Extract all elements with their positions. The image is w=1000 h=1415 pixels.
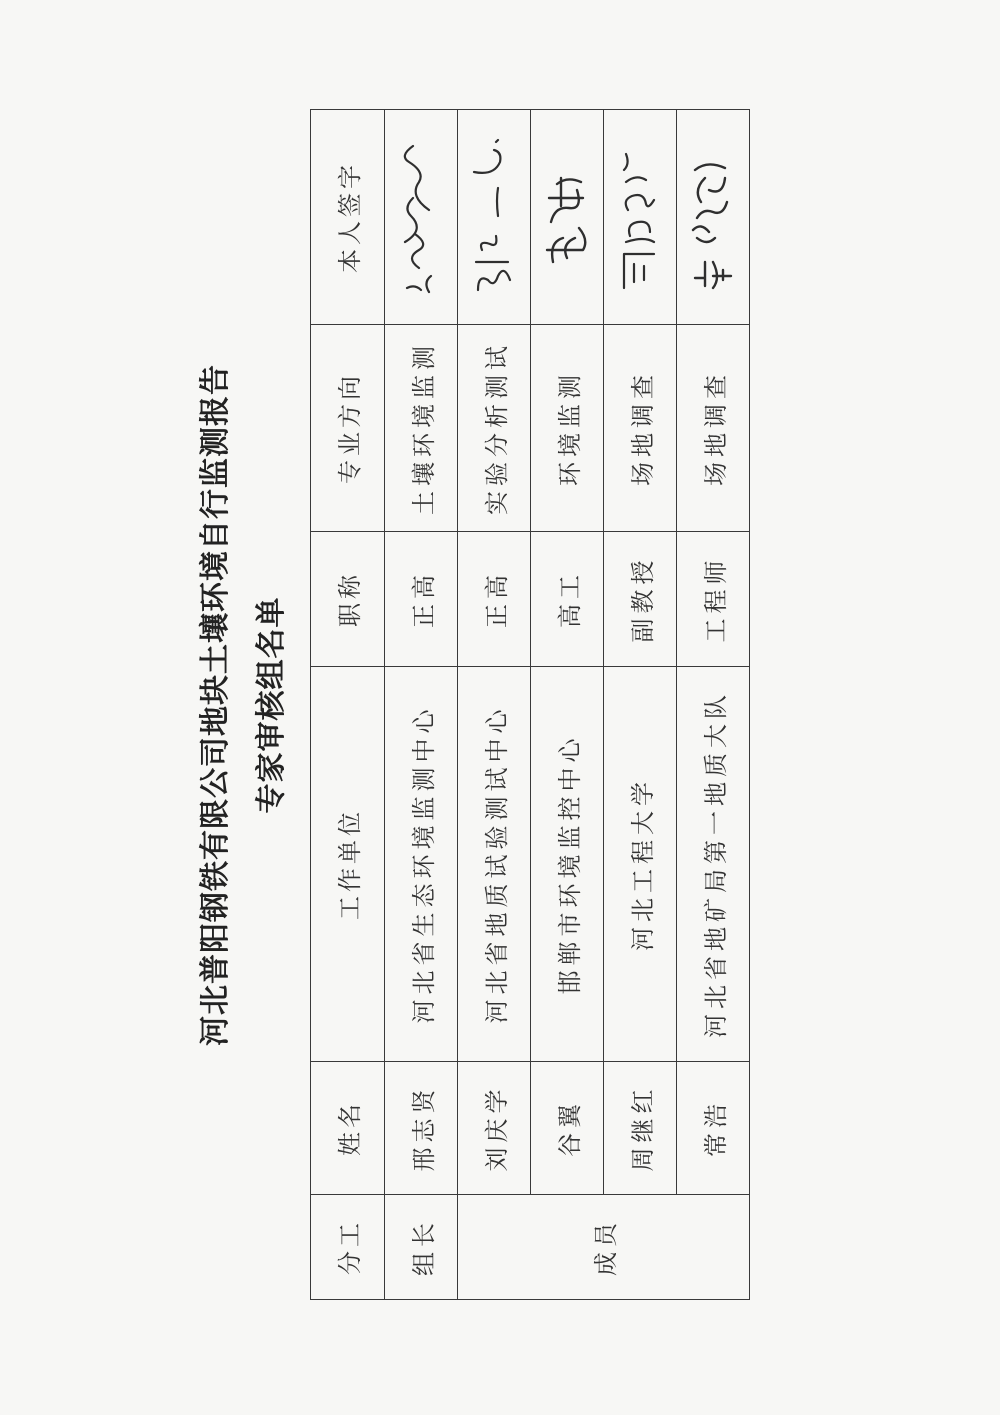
row-specialty: 土壤环境监测 — [385, 325, 458, 532]
signature-cell — [677, 110, 750, 325]
header-signature: 本人签字 — [311, 110, 385, 325]
row-name: 刘庆学 — [458, 1062, 531, 1195]
row-name: 谷翼 — [531, 1062, 604, 1195]
row-unit: 河北省生态环境监测中心 — [385, 667, 458, 1062]
signature-cell — [458, 110, 531, 325]
row-specialty: 环境监测 — [531, 325, 604, 532]
row-title: 正高 — [458, 532, 531, 667]
header-role: 分工 — [311, 1195, 385, 1300]
handwritten-signature-icon — [537, 132, 597, 302]
handwritten-signature-icon — [683, 132, 743, 302]
row-unit: 河北省地质试验测试中心 — [458, 667, 531, 1062]
table-row — [604, 110, 677, 1300]
row-name: 邢志贤 — [385, 1062, 458, 1195]
table-row — [385, 110, 458, 1300]
row-title: 高工 — [531, 532, 604, 667]
row-role: 成员 — [458, 1195, 750, 1300]
row-title: 工程师 — [677, 532, 750, 667]
document-title: 河北普阳钢铁有限公司地块土壤环境自行监测报告 — [198, 364, 233, 1046]
title-block — [160, 110, 310, 1300]
row-specialty: 实验分析测试 — [458, 325, 531, 532]
signature-cell — [604, 110, 677, 325]
handwritten-signature-icon — [391, 132, 451, 302]
handwritten-signature-icon — [610, 132, 670, 302]
row-name: 常浩 — [677, 1062, 750, 1195]
header-specialty: 专业方向 — [311, 325, 385, 532]
row-unit: 邯郸市环境监控中心 — [531, 667, 604, 1062]
row-title: 副教授 — [604, 532, 677, 667]
row-name: 周继红 — [604, 1062, 677, 1195]
document-subtitle: 专家审核组名单 — [254, 596, 289, 814]
header-unit: 工作单位 — [311, 667, 385, 1062]
row-specialty: 场地调查 — [604, 325, 677, 532]
rotated-content — [160, 110, 730, 1300]
expert-roster-table — [310, 109, 750, 1300]
table-row — [458, 110, 531, 1300]
table-row — [677, 110, 750, 1300]
header-name: 姓名 — [311, 1062, 385, 1195]
row-unit: 河北省地矿局第一地质大队 — [677, 667, 750, 1062]
row-specialty: 场地调查 — [677, 325, 750, 532]
row-unit: 河北工程大学 — [604, 667, 677, 1062]
handwritten-signature-icon — [464, 132, 524, 302]
table-header-row — [311, 110, 385, 1300]
signature-cell — [385, 110, 458, 325]
row-role: 组长 — [385, 1195, 458, 1300]
row-title: 正高 — [385, 532, 458, 667]
table-row — [531, 110, 604, 1300]
header-title: 职称 — [311, 532, 385, 667]
signature-cell — [531, 110, 604, 325]
